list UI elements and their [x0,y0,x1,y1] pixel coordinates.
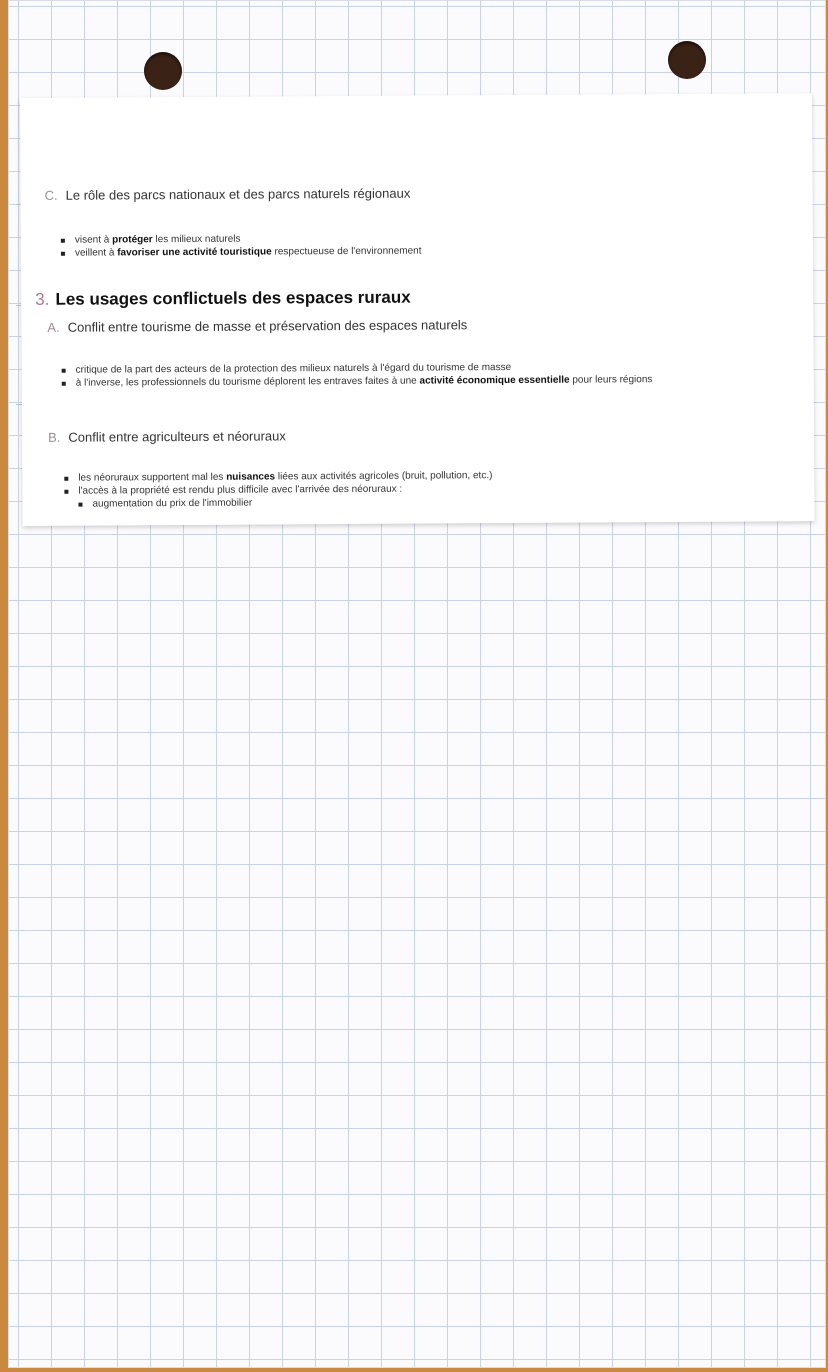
section-3b-title: Conflit entre agriculteurs et néoruraux [68,428,286,445]
list-item: visent à protéger les milieux naturels [59,232,422,247]
list-item: critique de la part des acteurs de la protection des milieux naturels à l'égard du tourisme de masse [60,360,653,377]
section-3a-bullet-list [60,360,653,390]
section-3b-heading [48,428,286,444]
section-c-bullet-list [59,232,422,260]
section-3a-letter: A. [47,319,60,335]
section-3-heading [35,288,411,310]
nested-list-item: augmentation du prix de l'immobilier [62,495,492,511]
section-3-number: 3. [35,289,50,309]
list-item: les néoruraux supportent mal les nuisances liées aux activités agricoles (bruit, pollution, etc.) [62,469,492,485]
section-c-title: Le rôle des parcs nationaux et des parcs naturels régionaux [65,185,411,203]
section-c-heading [45,186,411,203]
section-3a-title: Conflit entre tourisme de masse et préservation des espaces naturels [67,317,468,335]
section-c-letter: C. [44,187,58,203]
punch-hole-left [144,52,182,90]
section-3b-letter: B. [48,429,61,445]
section-3a-heading [47,317,467,335]
list-item: l'accès à la propriété est rendu plus difficile avec l'arrivée des néoruraux : [62,482,492,498]
list-item: veillent à favoriser une activité touristique respectueuse de l'environnement [59,245,422,260]
section-3-title: Les usages conflictuels des espaces ruraux [55,287,411,309]
printed-sheet [20,93,815,526]
punch-hole-right [668,41,706,79]
list-item: à l'inverse, les professionnels du tourisme déplorent les entraves faites à une activité économique essentielle pour leurs régions [60,373,653,390]
section-3b-bullet-list [62,469,492,511]
